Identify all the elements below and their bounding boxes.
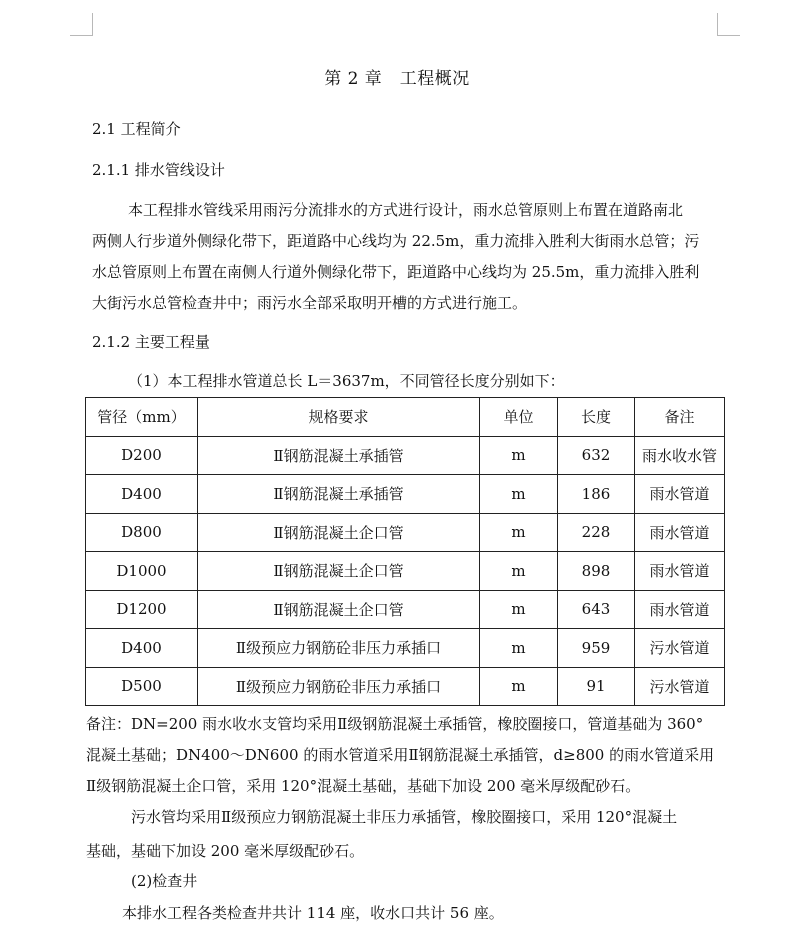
note-line: 备注：DN=200 雨水收水支管均采用Ⅱ级钢筋混凝土承插管，橡胶圈接口，管道基础为 360° (86, 715, 704, 733)
table-header-row (86, 398, 725, 437)
section-heading-2-1-2: 2.1.2 主要工程量 (92, 333, 210, 351)
cell-remark: 雨水管道 (635, 513, 725, 552)
cell-diameter: D1200 (86, 590, 198, 629)
header-cell-unit: 单位 (480, 398, 558, 437)
cell-diameter: D400 (86, 629, 198, 668)
section-heading-2-1: 2.1 工程简介 (92, 120, 181, 138)
crop-mark-top-right (717, 13, 740, 36)
cell-length: 632 (558, 436, 635, 475)
cell-length: 186 (558, 475, 635, 514)
cell-spec: Ⅱ钢筋混凝土企口管 (198, 590, 480, 629)
cell-spec: Ⅱ级预应力钢筋砼非压力承插口 (198, 667, 480, 706)
cell-length: 643 (558, 590, 635, 629)
cell-length: 959 (558, 629, 635, 668)
cell-unit: m (480, 629, 558, 668)
header-cell-diameter: 管径（mm） (86, 398, 198, 437)
cell-unit: m (480, 552, 558, 591)
cell-spec: Ⅱ钢筋混凝土承插管 (198, 436, 480, 475)
section-heading-2-1-1: 2.1.1 排水管线设计 (92, 161, 225, 179)
table-row (86, 590, 725, 629)
cell-diameter: D500 (86, 667, 198, 706)
table-row (86, 475, 725, 514)
cell-length: 898 (558, 552, 635, 591)
chapter-title: 第 2 章 工程概况 (324, 69, 470, 89)
cell-unit: m (480, 513, 558, 552)
table-row (86, 552, 725, 591)
table-row (86, 629, 725, 668)
paragraph-line: 污水管均采用Ⅱ级预应力钢筋混凝土非压力承插管，橡胶圈接口，采用 120°混凝土 (131, 808, 678, 826)
table-row (86, 667, 725, 706)
header-cell-spec: 规格要求 (198, 398, 480, 437)
cell-remark: 污水管道 (635, 667, 725, 706)
cell-length: 228 (558, 513, 635, 552)
cell-spec: Ⅱ钢筋混凝土企口管 (198, 552, 480, 591)
list-item-1: （1）本工程排水管道总长 L＝3637m，不同管径长度分别如下： (128, 372, 565, 390)
header-cell-remark: 备注 (635, 398, 725, 437)
cell-diameter: D200 (86, 436, 198, 475)
cell-spec: Ⅱ钢筋混凝土承插管 (198, 475, 480, 514)
paragraph-line: 本工程排水管线采用雨污分流排水的方式进行设计，雨水总管原则上布置在道路南北 (128, 201, 684, 219)
paragraph-line: 基础，基础下加设 200 毫米厚级配砂石。 (86, 842, 365, 860)
pipe-length-table (85, 397, 725, 706)
cell-remark: 雨水管道 (635, 552, 725, 591)
cell-unit: m (480, 590, 558, 629)
cell-unit: m (480, 667, 558, 706)
paragraph-line: 两侧人行步道外侧绿化带下，距道路中心线均为 22.5m，重力流排入胜利大街雨水总管；污 (92, 232, 700, 250)
cell-diameter: D1000 (86, 552, 198, 591)
cell-spec: Ⅱ级预应力钢筋砼非压力承插口 (198, 629, 480, 668)
paragraph-line: 大街污水总管检查井中；雨污水全部采取明开槽的方式进行施工。 (92, 294, 528, 312)
cell-diameter: D400 (86, 475, 198, 514)
cell-spec: Ⅱ钢筋混凝土企口管 (198, 513, 480, 552)
paragraph-line: 本排水工程各类检查井共计 114 座，收水口共计 56 座。 (122, 904, 504, 922)
cell-remark: 雨水管道 (635, 590, 725, 629)
table-row (86, 436, 725, 475)
table-row (86, 513, 725, 552)
cell-unit: m (480, 436, 558, 475)
crop-mark-top-left (70, 13, 93, 36)
cell-remark: 雨水收水管 (635, 436, 725, 475)
cell-length: 91 (558, 667, 635, 706)
cell-diameter: D800 (86, 513, 198, 552)
header-cell-length: 长度 (558, 398, 635, 437)
note-line: Ⅱ级钢筋混凝土企口管，采用 120°混凝土基础，基础下加设 200 毫米厚级配砂石。 (86, 777, 641, 795)
list-item-2: (2)检查井 (131, 872, 198, 890)
cell-remark: 雨水管道 (635, 475, 725, 514)
cell-unit: m (480, 475, 558, 514)
cell-remark: 污水管道 (635, 629, 725, 668)
note-line: 混凝土基础；DN400～DN600 的雨水管道采用Ⅱ钢筋混凝土承插管，d≥800 的雨水管道采用 (86, 746, 715, 764)
paragraph-line: 水总管原则上布置在南侧人行道外侧绿化带下，距道路中心线均为 25.5m，重力流排入胜利 (92, 263, 700, 281)
